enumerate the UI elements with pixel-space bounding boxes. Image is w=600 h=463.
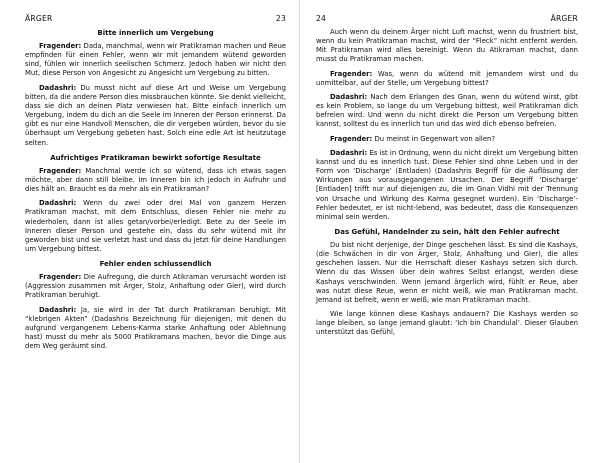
paragraph	[316, 310, 578, 337]
running-header	[25, 14, 286, 23]
speaker-label: Dadashri:	[39, 199, 77, 208]
page-number: 23	[275, 14, 286, 23]
paragraph	[25, 306, 286, 352]
paragraph	[316, 149, 578, 222]
paragraph-text: Du musst nicht auf diese Art und Weise um Vergebung bitten, da die andere Person dies missbrauchen könnte. Sie denkt vielleicht, dass sie dich an deinen Platz verwiesen hat. Bitte einfach innerlich um Vergebung, indem du dich an die Seele im Inneren der Person erinnerst. Da gibt es nur eine Handvoll Menschen, die dir vergeben würden, bevor du sie überhaupt um Vergebung gebeten hast. Solch eine edle Art ist heutzutage selten.	[25, 83, 286, 147]
header-title: ÄRGER	[25, 14, 53, 23]
speaker-label: Fragender:	[39, 166, 82, 175]
paragraph-text: Manchmal werde ich so wütend, dass ich etwas sagen möchte, aber dann still bleibe. Im Inneren bin ich jedoch in Aufruhr und dies hält an. Braucht es da mehr als ein Pratikraman?	[25, 166, 286, 194]
paragraph	[25, 273, 286, 300]
section-body	[25, 273, 286, 351]
paragraph-text: Die Aufregung, die durch Atikraman verursacht worden ist (Aggression zusammen mit Ärger, Stolz, Anhaftung oder Gier), wird durch Pratikraman beruhigt.	[25, 273, 286, 300]
paragraph-text: Du meinst in Gegenwart von allen?	[372, 134, 496, 143]
paragraph-text: Du bist nicht derjenige, der Dinge geschehen lässt. Es sind die Kashays, (die Schwächen in dir von Ärger, Stolz, Anhaftung und Gier), die alles geschehen lassen. Nur die Herrschaft dieser Kashays setzen sich durch. Wenn du das Wissen über dein wahres Selbst erlangst, werden diese Kashays verschwinden. Wenn jemand ärgerlich wird, fühlt er Reue, aber was nutzt diese Reue, wenn er nicht weiß, wie man Pratikraman macht. Jemand ist befreit, wenn er weiß, wie man Pratikraman macht.	[316, 240, 578, 304]
section-body	[316, 28, 578, 222]
section-body	[25, 167, 286, 254]
header-title: ÄRGER	[550, 14, 578, 23]
section-heading: Das Gefühl, Handelnder zu sein, hält den Fehler aufrecht	[334, 227, 560, 236]
paragraph	[316, 135, 578, 144]
paragraph-text: Auch wenn du deinem Ärger nicht Luft machst, wenn du frustriert bist, wenn du kein Pratikraman machst, wird der “Fleck” nicht entfernt werden. Mit Pratikraman wird alles bereinigt. Wenn du Atikraman machst, dann musst du Pratikraman machen.	[316, 28, 578, 64]
speaker-label: Dadashri:	[39, 305, 77, 314]
paragraph-text: Ja, sie wird in der Tat durch Pratikraman beruhigt. Mit “klebrigen Akten” (Dadashris Bezeichnung für diejenigen, mit denen du aufgrund vergangenem Lebens-Karma starke Anhaftung oder Ablehnung hast) musst du mehr als 5000 Pratikramans machen, bevor die Dinge aus dem Weg geräumt sind.	[25, 305, 286, 351]
section-body	[316, 241, 578, 338]
running-header	[316, 14, 578, 23]
paragraph	[316, 241, 578, 305]
section-heading: Aufrichtiges Pratikraman bewirkt sofortige Resultate	[50, 153, 261, 162]
paragraph-text: Dada, manchmal, wenn wir Pratikraman machen und Reue empfinden für einen Fehler, wenn wir mit jemandem wütend geworden sind, fühlen wir innerlich seelischen Schmerz. Jedoch haben wir nicht den Mut, diese Person von Angesicht zu Angesicht um Vergebung zu bitten.	[25, 42, 286, 78]
section-body	[25, 42, 286, 148]
paragraph-text: Es ist in Ordnung, wenn du nicht direkt um Vergebung bitten kannst und du es innerlich tust. Diese Fehler sind ohne Leben und in der Form von ‘Discharge’ (Entladen) (Dadashris Begriff für die Auflösung der Wirkungen aus vorausgegangenen Ursachen. Der Begriff ‘Discharge’ [Entladen] trifft nur auf diejenigen zu, die im Gnan Vidhi mit der Trennung von Ursache und Wirkung des Karma gesegnet wurden). Ein ‘Discharge’-Fehler bedeutet, er ist nicht-lebend, was bedeutet, dass die Konsequenzen minimal sein werden.	[316, 148, 578, 221]
paragraph	[25, 84, 286, 148]
page-number: 24	[316, 14, 327, 23]
paragraph	[316, 70, 578, 88]
paragraph	[25, 199, 286, 254]
section-heading: Bitte innerlich um Vergebung	[97, 29, 214, 37]
paragraph-text: Was, wenn du wütend mit jemandem wirst und du unmittelbar, auf der Stelle, um Vergebung bittest?	[316, 69, 578, 87]
paragraph	[316, 28, 578, 65]
section-heading: Fehler enden schlussendlich	[99, 260, 212, 269]
speaker-label: Fragender:	[330, 134, 373, 143]
paragraph	[316, 93, 578, 130]
speaker-label: Dadashri:	[39, 83, 77, 92]
speaker-label: Fragender:	[39, 42, 82, 50]
speaker-label: Dadashri:	[330, 92, 368, 101]
paragraph-text: Wie lange können diese Kashays andauern? Die Kashays werden so lange bleiben, so lange jemand glaubt: ‘Ich bin Chandulal’. Dieser Glauben unterstützt das Gefühl,	[316, 310, 578, 337]
paragraph-text: Wenn du zwei oder drei Mal von ganzem Herzen Pratikraman machst, mit dem Entschluss, diesen Fehler nie mehr zu wiederholen, dann ist alles getan/vorbei/erledigt. Bete zu der Seele im Inneren dieser Person und gestehe ein, dass du sehr wütend mit ihr geworden bist und sie verletzt hast und dass du jetzt für deine Handlungen um Vergebung bittest.	[25, 199, 286, 253]
speaker-label: Fragender:	[39, 273, 82, 282]
speaker-label: Dadashri:	[330, 148, 368, 157]
paragraph-text: Nach dem Erlangen des Gnan, wenn du wütend wirst, gibt es kein Problem, so lange du um Vergebung bittest, weil Pratikraman dich befreien wird. Und wenn du nicht direkt die Person um Vergebung bitten kannst, solltest du es innerlich tun und das wird dich ebenso befreien.	[316, 92, 578, 129]
paragraph	[25, 167, 286, 194]
right-page	[300, 0, 600, 463]
paragraph	[25, 42, 286, 79]
speaker-label: Fragender:	[330, 69, 373, 78]
